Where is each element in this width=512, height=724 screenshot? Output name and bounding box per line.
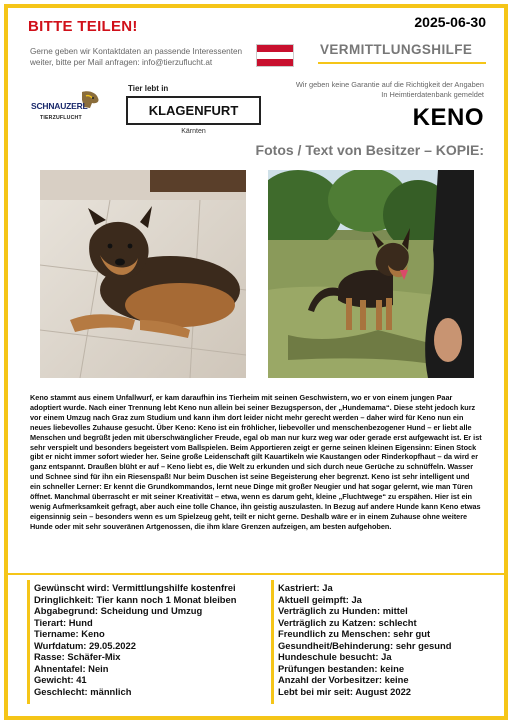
heading-underline (318, 62, 486, 64)
austria-flag-icon (256, 44, 294, 67)
detail-row: Gewünscht wird: Vermittlungshilfe kostenfrei (34, 582, 236, 593)
story-text: Keno stammt aus einem Unfallwurf, er kam daraufhin ins Tierheim mit seinen Geschwistern, wo er von einem jungen Paar adoptiert wurde. Nach einer Trennung lebt Keno nun allein bei seiner Bezugsperson, der „Hundemama“. Diese steht jedoch kurz vor einem Umzug nach Graz zum Studium und kann ihm dort leider nicht mehr gerecht werden – daher wird für Keno nun ein neues liebevolles Zuhause gesucht. Über Keno: Keno ist ein fröhlicher, liebevoller und menschenbezogener Hund – er liebt alle Menschen und begrüßt jeden mit überschwänglicher Freude, egal ob man nur kurz weg war oder gerade erst aufgewacht ist. Er ist sehr verspielt und besonders begeistert vom Ballspielen. Beim Apportieren zeigt er gerne seinen kleinen Eigensinn: Einen Stock gibt er nicht immer sofort wieder her. Seine große Leidenschaft gilt Kauartikeln wie Kaustangen oder Rinderkopfhaut – da wird er ganz entspannt. Draußen blüht er auf – Keno liebt es, die Welt zu erkunden und sich durch neue Gerüche zu schnüffeln. Wasser und Schnee sind für ihn ein Riesenspaß! Nur beim Duschen ist seine Begeisterung eher begrenzt. Keno ist sehr intelligent und ein schneller Lerner: Er kennt die Grundkommandos, lernt neue Dinge mit großer Neugier und hat sogar gelernt, wie man Türen öffnet. Manchmal überrascht er mit seiner Kreativität – etwa, wenn es darum geht, kleine „Fluchtwege“ zu erspähen. Hier ist ein wenig Aufmerksamkeit gefragt, aber auch eine tolle Chance, ihn geistig auszulasten. In Bezug auf andere Hunde kann Keno etwas eigensinnig sein – besonders wenn es um Spielzeug geht, teilt er nicht gerne. Deshalb wäre er in einem Zuhause ohne weitere Hunde oder mit sehr souveränen Artgenossen, die ihm klare Grenzen aufzeigen, am besten aufgehoben. (30, 393, 482, 531)
logo-subtitle: TIERZUFLUCHT (40, 115, 82, 121)
disclaimer-line: Wir geben keine Garantie auf die Richtigkeit der Angaben (295, 80, 484, 89)
state-name: Kärnten (181, 128, 206, 135)
detail-row: Geschlecht: männlich (34, 685, 132, 697)
dog-name: KENO (412, 104, 484, 131)
detail-row: Verträglich zu Hunden: mittel (278, 605, 408, 616)
detail-row: Gesundheit/Behinderung: sehr gesund (278, 639, 452, 651)
disclaimer-line: In Heimtierdatenbank gemeldet (381, 90, 484, 99)
details-left (34, 582, 266, 697)
detail-row: Freundlich zu Menschen: sehr gut (278, 628, 431, 639)
section-divider (8, 573, 504, 575)
accent-bar-left (27, 580, 30, 704)
detail-row: Kastriert: Ja (278, 582, 333, 593)
detail-row: Tiername: Keno (34, 628, 105, 639)
details-right (278, 582, 488, 697)
contact-line: Gerne geben wir Kontaktdaten an passende Interessenten (30, 47, 243, 56)
detail-row: Aktuell geimpft: Ja (278, 593, 362, 605)
detail-row: Abgabegrund: Scheidung und Umzug (34, 605, 203, 616)
location-label: Tier lebt in (128, 84, 169, 93)
detail-row: Verträglich zu Katzen: schlecht (278, 616, 417, 628)
publish-date: 2025-06-30 (414, 14, 486, 30)
detail-row: Lebt bei mir seit: August 2022 (278, 685, 412, 697)
detail-row: Ahnentafel: Nein (34, 662, 109, 674)
detail-row: Rasse: Schäfer-Mix (34, 651, 121, 662)
detail-row: Prüfungen bestanden: keine (278, 662, 405, 674)
dog-standing-photo (268, 170, 474, 378)
detail-row: Gewicht: 41 (34, 674, 87, 685)
fotos-caption: Fotos / Text von Besitzer – KOPIE: (255, 142, 484, 158)
contact-note (30, 46, 248, 68)
detail-row: Tierart: Hund (34, 616, 93, 628)
detail-row: Dringlichkeit: Tier kann noch 1 Monat bleiben (34, 593, 237, 605)
dog-lying-photo (40, 170, 246, 378)
detail-row: Wurfdatum: 29.05.2022 (34, 639, 136, 651)
detail-row: Anzahl der Vorbesitzer: keine (278, 674, 409, 685)
detail-row: Hundeschule besucht: Ja (278, 651, 392, 662)
city-name: KLAGENFURT (148, 103, 239, 118)
city-box (126, 96, 261, 125)
logo-brand: SCHNAUZERL (31, 101, 88, 111)
accent-bar-right (271, 580, 274, 704)
share-heading: BITTE TEILEN! (28, 18, 138, 35)
contact-line: weiter, bitte per Mail anfragen: info@tierzuflucht.at (30, 58, 213, 67)
vermittlung-heading: VERMITTLUNGSHILFE (320, 42, 473, 57)
disclaimer (264, 80, 484, 100)
